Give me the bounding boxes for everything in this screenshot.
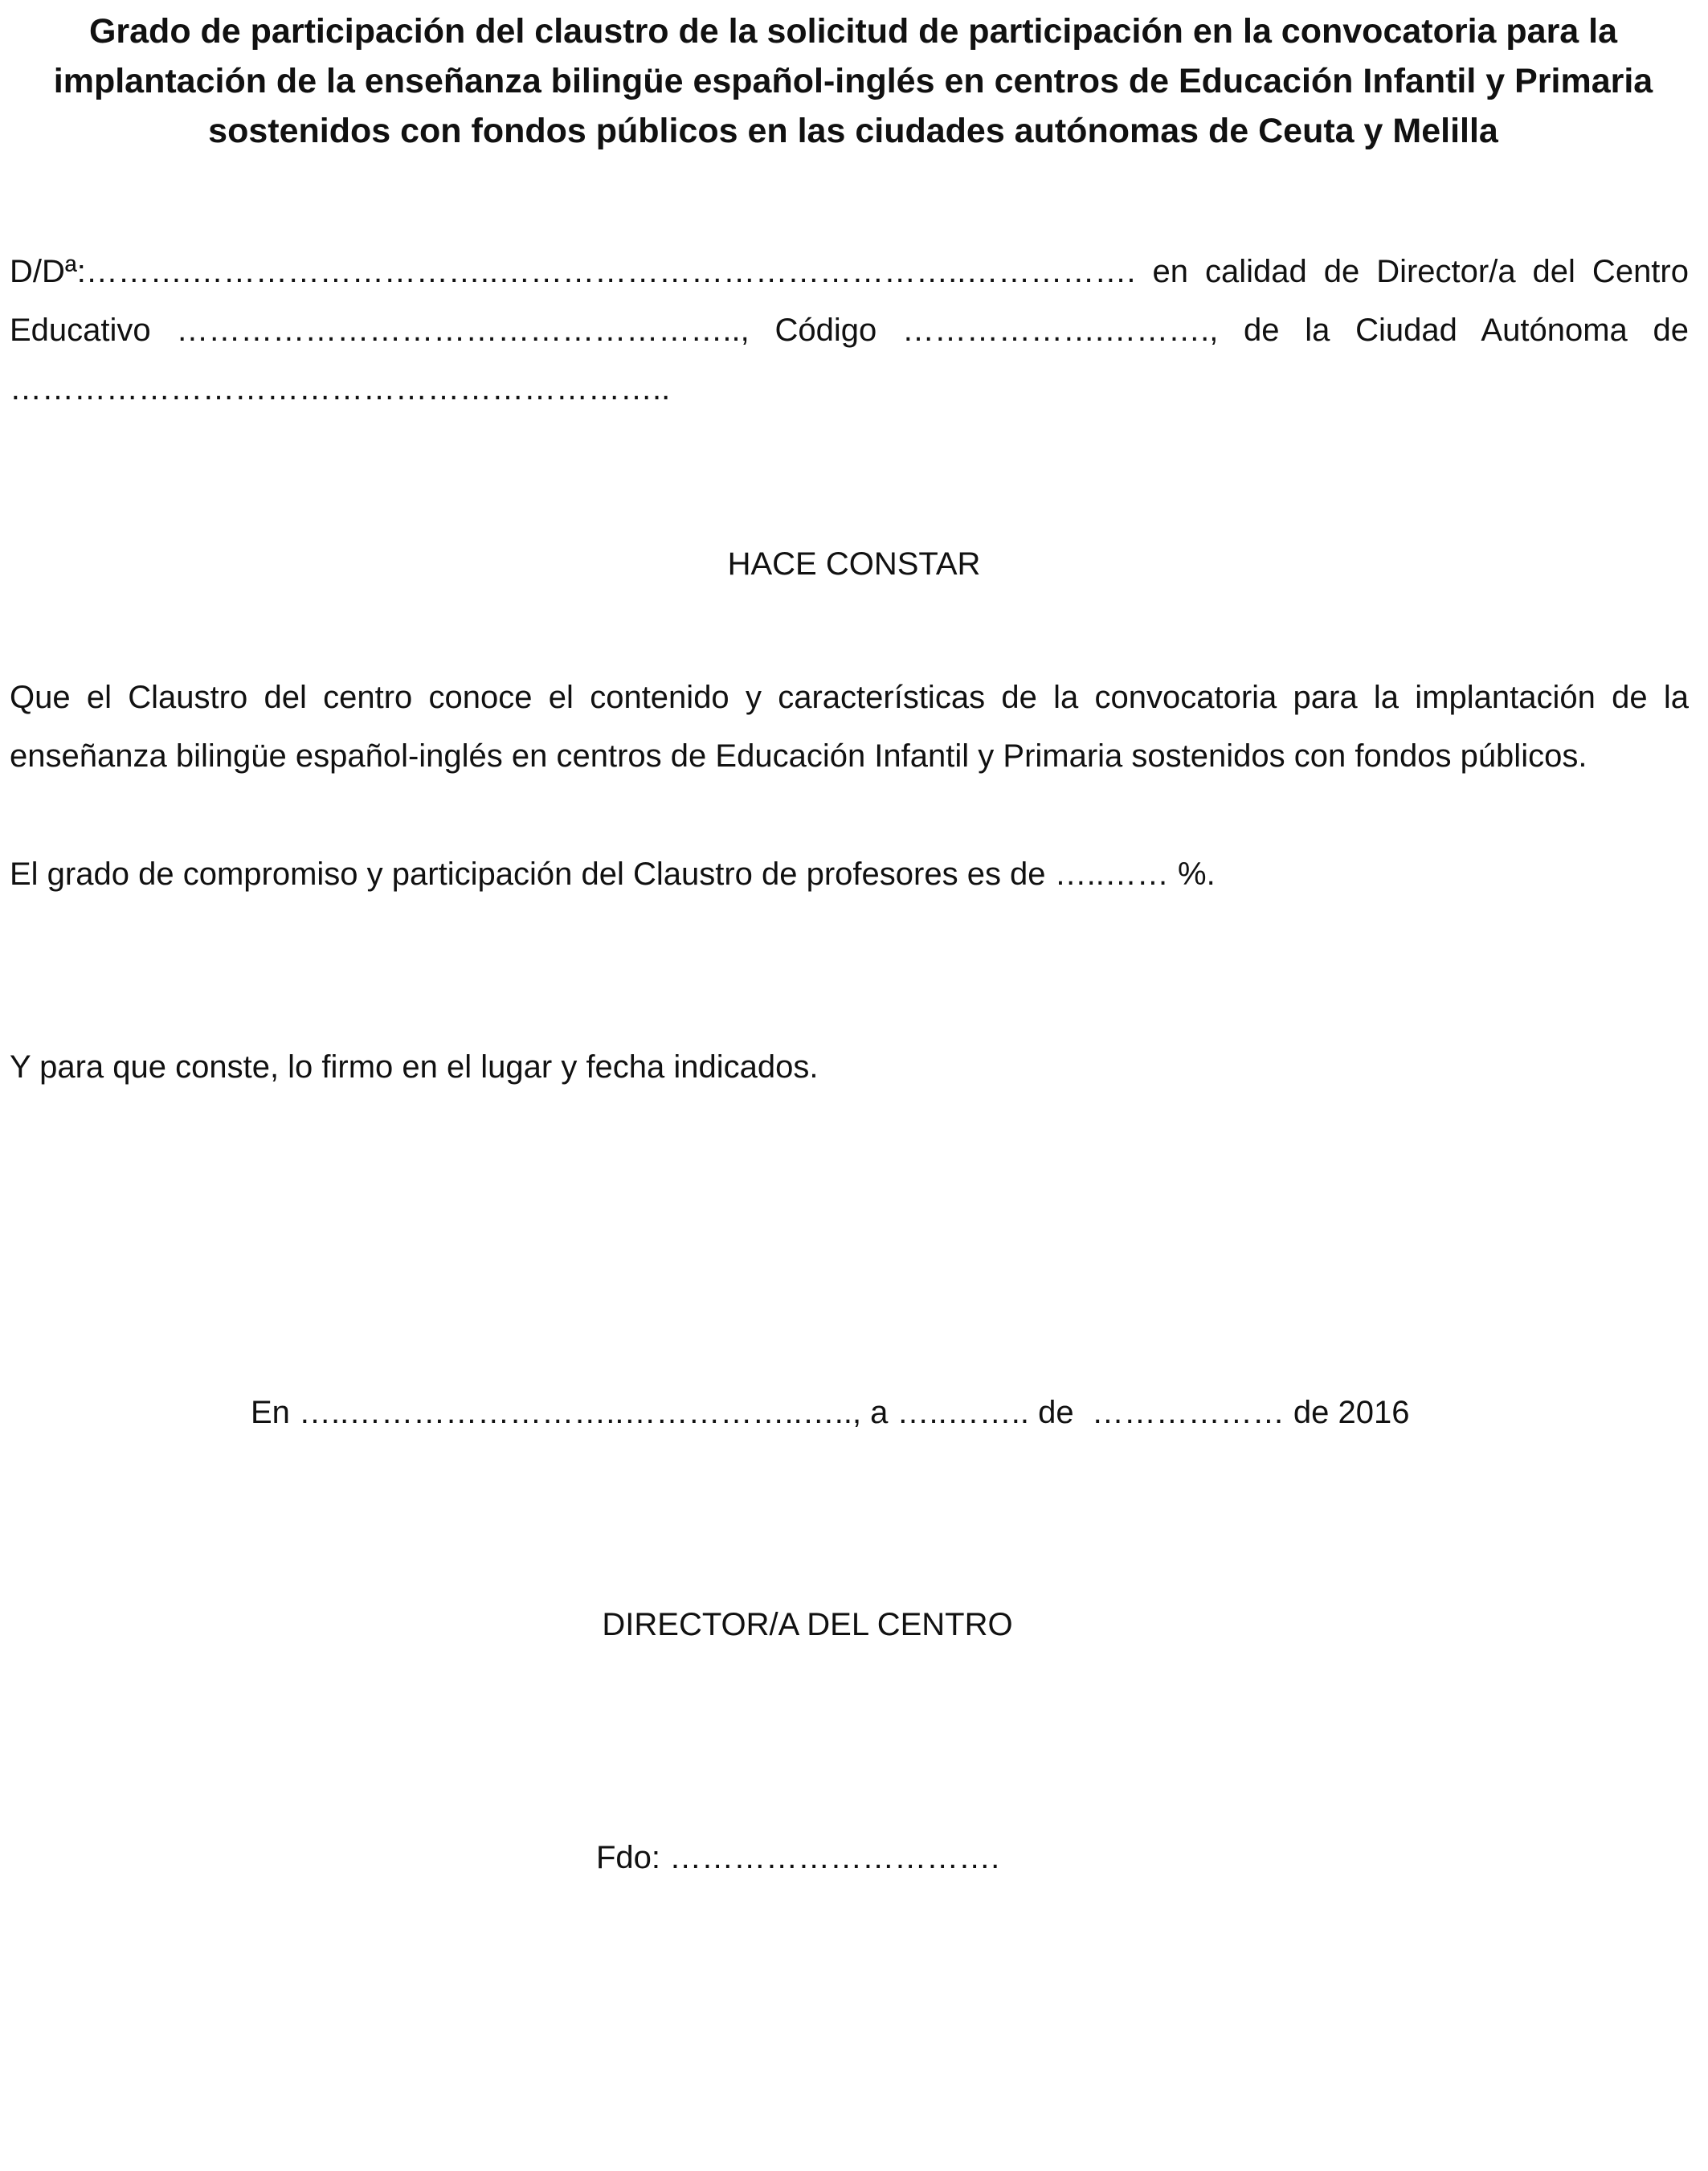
document-title: Grado de participación del claustro de la solicitud de participación en la convocatoria para la implantación de la enseñanza bilingüe español-inglés en centros de Educación Infantil y Primaria sostenidos con fondos públicos en las ciudades autónomas de Ceuta y Melilla — [53, 12, 1653, 150]
director-identification-paragraph: D/Dª:……….………………………..……………………………………..……………. en calidad de Director/a del Centro Educativo …………………………………………….., Código ……………….………., de la Ciudad Autónoma de …………………………………………………….. — [10, 254, 1689, 407]
signature-line: Fdo: …………………………. — [596, 1840, 1000, 1875]
claustro-knowledge-paragraph: Que el Claustro del centro conoce el contenido y características de la convocatoria para la implantación de la enseñanza bilingüe español-inglés en centros de Educación Infantil y Primaria sostenidos con fondos públicos. — [10, 680, 1689, 774]
hace-constar-heading: HACE CONSTAR — [727, 546, 981, 582]
signature-role-label: DIRECTOR/A DEL CENTRO — [602, 1607, 1013, 1642]
place-and-date-line: En …..……………………..……………..….., a …..…….. de ……………… de 2016 — [251, 1395, 1410, 1430]
closing-statement-paragraph: Y para que conste, lo firmo en el lugar y fecha indicados. — [10, 1049, 819, 1085]
participation-degree-paragraph: El grado de compromiso y participación del Claustro de profesores es de …..…… %. — [10, 857, 1216, 892]
